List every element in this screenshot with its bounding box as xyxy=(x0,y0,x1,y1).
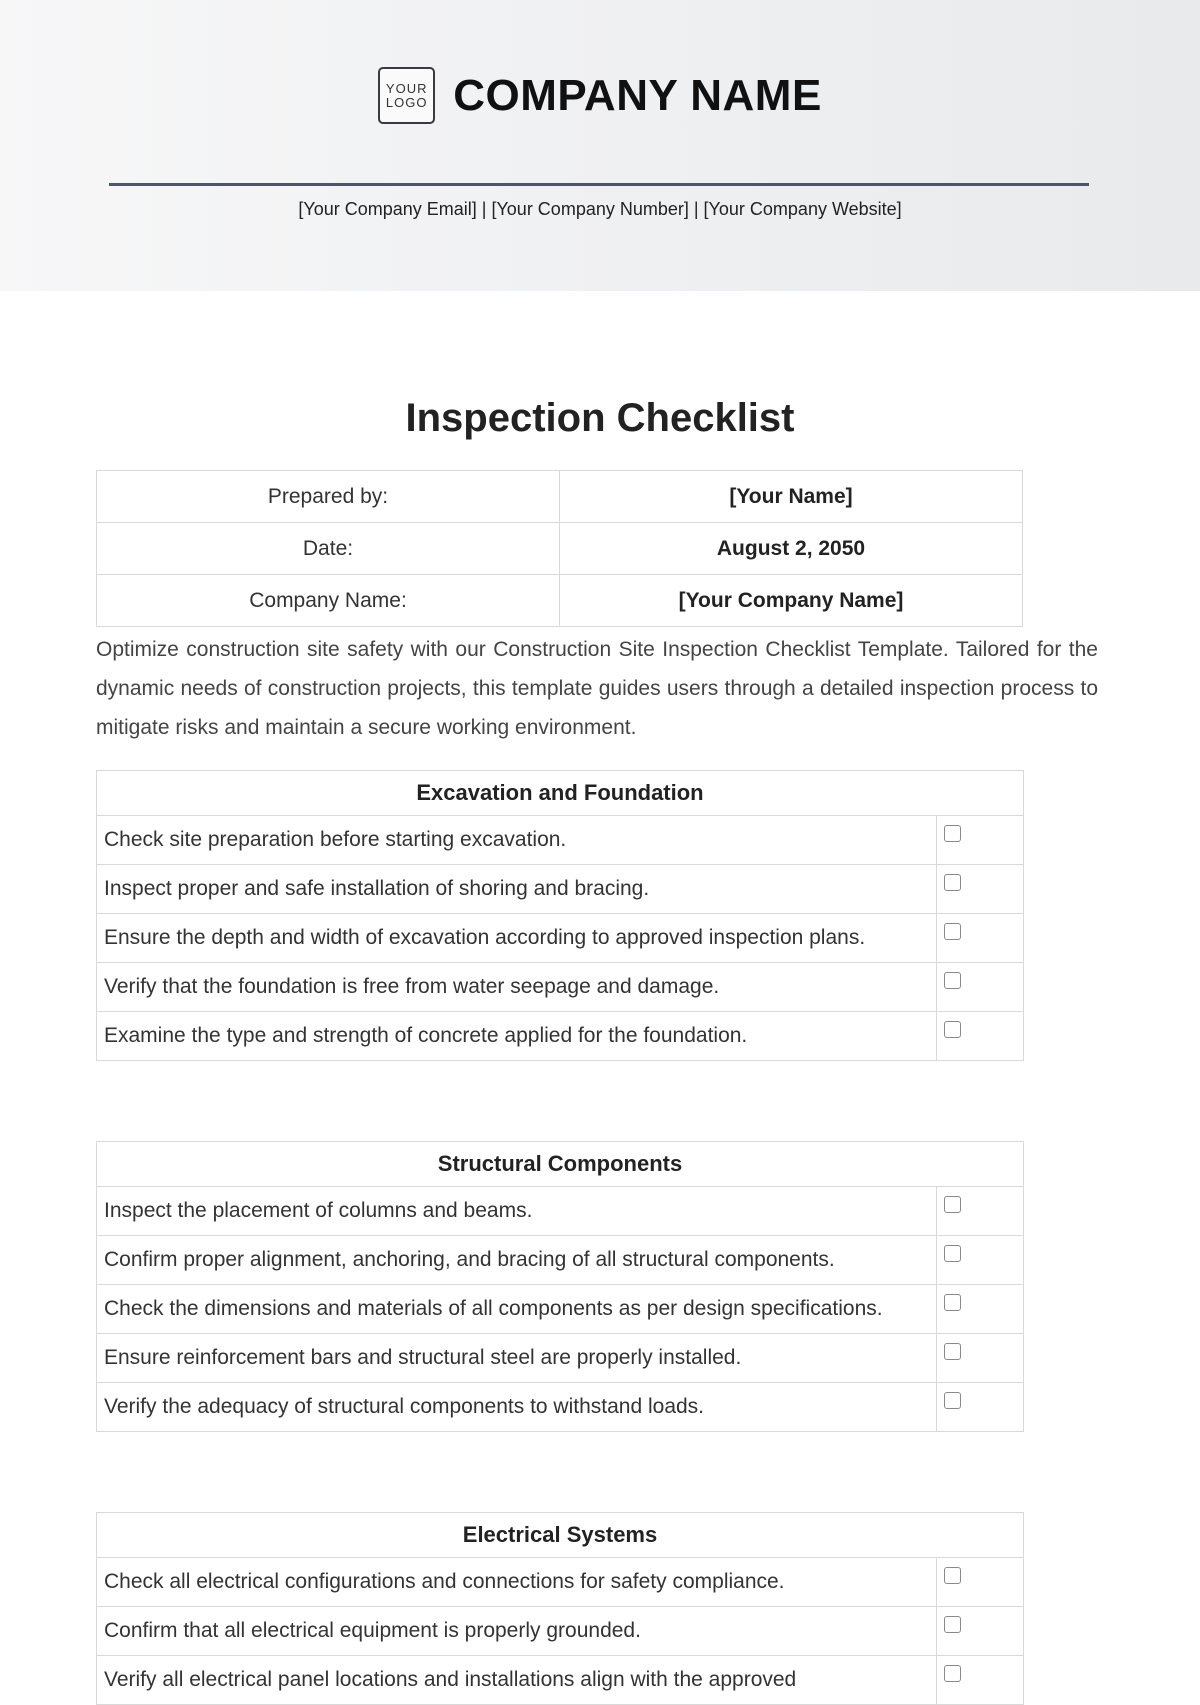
checkbox-cell xyxy=(937,914,1024,963)
checklist-row xyxy=(97,816,1024,865)
checklist-section-structural xyxy=(96,1141,1024,1432)
checkbox[interactable] xyxy=(944,1021,961,1038)
checklist-row xyxy=(97,1383,1024,1432)
checkbox-cell xyxy=(937,1012,1024,1061)
checklist-item-text: Verify that the foundation is free from water seepage and damage. xyxy=(97,963,937,1012)
info-value: [Your Company Name] xyxy=(560,575,1023,627)
checkbox-cell xyxy=(937,1236,1024,1285)
checklist-row xyxy=(97,865,1024,914)
checklist-row xyxy=(97,914,1024,963)
checkbox-cell xyxy=(937,963,1024,1012)
checkbox-cell xyxy=(937,1383,1024,1432)
header-divider xyxy=(109,183,1089,186)
checkbox-cell xyxy=(937,1656,1024,1705)
checklist-row xyxy=(97,963,1024,1012)
checkbox[interactable] xyxy=(944,923,961,940)
document-info-table xyxy=(96,470,1023,627)
checklist-row xyxy=(97,1334,1024,1383)
company-contact-line: [Your Company Email] | [Your Company Number] | [Your Company Website] xyxy=(298,199,902,219)
checkbox-cell xyxy=(937,1285,1024,1334)
checkbox[interactable] xyxy=(944,1392,961,1409)
checklist-item-text: Inspect proper and safe installation of shoring and bracing. xyxy=(97,865,937,914)
section-title: Excavation and Foundation xyxy=(97,771,1024,816)
checkbox-cell xyxy=(937,865,1024,914)
checklist-item-text: Verify all electrical panel locations and installations align with the approved xyxy=(97,1656,937,1705)
checklist-item-text: Examine the type and strength of concrete applied for the foundation. xyxy=(97,1012,937,1061)
logo-text-line2: LOGO xyxy=(385,94,428,110)
checkbox[interactable] xyxy=(944,1294,961,1311)
info-row xyxy=(97,575,1023,627)
checkbox[interactable] xyxy=(944,1196,961,1213)
checklist-item-text: Inspect the placement of columns and beams. xyxy=(97,1187,937,1236)
checklist-item-text: Verify the adequacy of structural components to withstand loads. xyxy=(97,1383,937,1432)
checklist-section-excavation xyxy=(96,770,1024,1061)
checklist-row xyxy=(97,1285,1024,1334)
checkbox[interactable] xyxy=(944,1343,961,1360)
checklist-item-text: Check all electrical configurations and connections for safety compliance. xyxy=(97,1558,937,1607)
checkbox-cell xyxy=(937,816,1024,865)
checkbox[interactable] xyxy=(944,1245,961,1262)
company-logo xyxy=(378,67,435,124)
checkbox[interactable] xyxy=(944,972,961,989)
info-label: Prepared by: xyxy=(97,471,560,523)
checkbox-cell xyxy=(937,1334,1024,1383)
brand-block xyxy=(0,67,1200,124)
logo-text-line1: YOUR xyxy=(385,80,428,96)
company-name: COMPANY NAME xyxy=(453,70,822,120)
info-value: August 2, 2050 xyxy=(560,523,1023,575)
checkbox-cell xyxy=(937,1607,1024,1656)
info-row xyxy=(97,471,1023,523)
info-value: [Your Name] xyxy=(560,471,1023,523)
checklist-section-electrical xyxy=(96,1512,1024,1705)
checkbox[interactable] xyxy=(944,1616,961,1633)
checklist-row xyxy=(97,1656,1024,1705)
document-title: Inspection Checklist xyxy=(405,396,795,440)
checkbox[interactable] xyxy=(944,874,961,891)
info-row xyxy=(97,523,1023,575)
checkbox[interactable] xyxy=(944,825,961,842)
checkbox-cell xyxy=(937,1187,1024,1236)
section-title: Structural Components xyxy=(97,1142,1024,1187)
checkbox[interactable] xyxy=(944,1567,961,1584)
checklist-row xyxy=(97,1236,1024,1285)
checklist-item-text: Check the dimensions and materials of all components as per design specifications. xyxy=(97,1285,937,1334)
checklist-item-text: Ensure reinforcement bars and structural steel are properly installed. xyxy=(97,1334,937,1383)
checklist-item-text: Check site preparation before starting excavation. xyxy=(97,816,937,865)
checklist-item-text: Confirm proper alignment, anchoring, and bracing of all structural components. xyxy=(97,1236,937,1285)
section-title: Electrical Systems xyxy=(97,1513,1024,1558)
checklist-item-text: Ensure the depth and width of excavation according to approved inspection plans. xyxy=(97,914,937,963)
checklist-row xyxy=(97,1187,1024,1236)
checklist-item-text: Confirm that all electrical equipment is properly grounded. xyxy=(97,1607,937,1656)
checklist-row xyxy=(97,1558,1024,1607)
intro-paragraph: Optimize construction site safety with our Construction Site Inspection Checklist Template. Tailored for the dynamic needs of construction projects, this template guides users through a detailed inspection process to mitigate risks and maintain a secure working environment. xyxy=(96,638,1098,739)
info-label: Company Name: xyxy=(97,575,560,627)
info-label: Date: xyxy=(97,523,560,575)
checklist-row xyxy=(97,1012,1024,1061)
checkbox[interactable] xyxy=(944,1665,961,1682)
company-header xyxy=(0,0,1200,291)
checkbox-cell xyxy=(937,1558,1024,1607)
checklist-row xyxy=(97,1607,1024,1656)
